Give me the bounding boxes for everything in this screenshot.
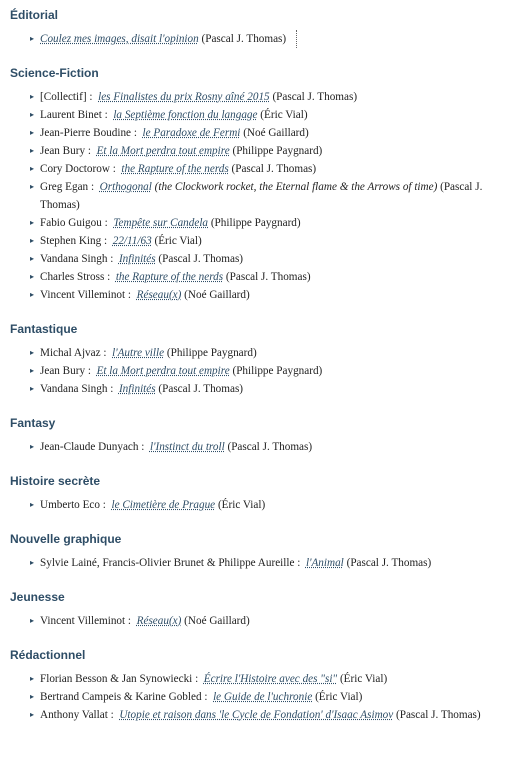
reviewer-credit: (Pascal J. Thomas) bbox=[272, 91, 358, 103]
author-name: Charles Stross : bbox=[40, 271, 111, 283]
review-list bbox=[10, 438, 506, 456]
section-5 bbox=[10, 530, 506, 572]
bullet-arrow-icon: ▸ bbox=[30, 692, 35, 701]
bullet-arrow-icon: ▸ bbox=[30, 366, 35, 375]
section-heading: Éditorial bbox=[10, 8, 59, 22]
review-title-link[interactable]: Tempête sur Candela bbox=[113, 217, 209, 229]
section-2 bbox=[10, 320, 506, 398]
review-title-link[interactable]: l'Autre ville bbox=[112, 347, 165, 359]
section-0 bbox=[10, 6, 506, 48]
reviewer-credit: (Éric Vial) bbox=[339, 673, 388, 685]
author-name: Vincent Villeminot : bbox=[40, 615, 132, 627]
list-item bbox=[30, 380, 506, 398]
list-item bbox=[30, 362, 506, 380]
reviewer-credit: (Éric Vial) bbox=[260, 109, 308, 121]
reviewer-credit: (Pascal J. Thomas) bbox=[225, 271, 311, 283]
bullet-arrow-icon: ▸ bbox=[30, 110, 35, 119]
review-list bbox=[10, 30, 506, 48]
bullet-arrow-icon: ▸ bbox=[30, 348, 35, 357]
section-heading: Rédactionnel bbox=[10, 648, 86, 662]
review-title-link[interactable]: le Cimetière de Prague bbox=[111, 499, 216, 511]
reviewer-credit: (Pascal J. Thomas) bbox=[231, 163, 317, 175]
review-title-link[interactable]: le Guide de l'uchronie bbox=[213, 691, 313, 703]
list-item bbox=[30, 142, 506, 160]
review-title-link[interactable]: l'Instinct du troll bbox=[149, 441, 225, 453]
review-title-link[interactable]: the Rapture of the nerds bbox=[121, 163, 229, 175]
author-name: Anthony Vallat : bbox=[40, 709, 114, 721]
author-name: Vandana Singh : bbox=[40, 383, 114, 395]
bullet-arrow-icon: ▸ bbox=[30, 558, 35, 567]
review-title-link[interactable]: Coulez mes images, disait l'opinion bbox=[40, 33, 199, 45]
bullet-arrow-icon: ▸ bbox=[30, 290, 35, 299]
author-name: Jean Bury : bbox=[40, 365, 91, 377]
author-name: Stephen King : bbox=[40, 235, 108, 247]
reviewer-credit: (Philippe Paygnard) bbox=[232, 145, 323, 157]
section-heading: Science-Fiction bbox=[10, 66, 99, 80]
bullet-arrow-icon: ▸ bbox=[30, 128, 35, 137]
bullet-arrow-icon: ▸ bbox=[30, 384, 35, 393]
review-title-link[interactable]: Réseau(x) bbox=[136, 289, 182, 301]
reviewer-credit: (Philippe Paygnard) bbox=[210, 217, 301, 229]
list-item bbox=[30, 250, 506, 268]
reviewer-credit: (Philippe Paygnard) bbox=[166, 347, 257, 359]
author-name: Umberto Eco : bbox=[40, 499, 106, 511]
list-item bbox=[30, 88, 506, 106]
reviewer-credit: (Noé Gaillard) bbox=[184, 289, 250, 301]
list-item bbox=[30, 178, 500, 214]
bullet-arrow-icon: ▸ bbox=[30, 500, 35, 509]
list-item bbox=[30, 124, 506, 142]
review-title-link[interactable]: Infinités bbox=[118, 253, 156, 265]
review-list bbox=[10, 554, 506, 572]
review-title-link[interactable]: la Septième fonction du langage bbox=[113, 109, 258, 121]
section-1 bbox=[10, 64, 506, 304]
list-item bbox=[30, 286, 506, 304]
author-name: [Collectif] : bbox=[40, 91, 93, 103]
reviewer-credit: (Pascal J. Thomas) bbox=[158, 253, 244, 265]
list-item bbox=[30, 214, 506, 232]
reviewer-credit: (Pascal J. Thomas) bbox=[396, 709, 481, 721]
review-title-link[interactable]: Réseau(x) bbox=[136, 615, 182, 627]
list-item bbox=[30, 232, 506, 250]
author-name: Sylvie Lainé, Francis-Olivier Brunet & Philippe Aureille : bbox=[40, 557, 301, 569]
review-title-link[interactable]: Utopie et raison dans 'le Cycle de Fondation' d'Isaac Asimov bbox=[119, 709, 394, 721]
bullet-arrow-icon: ▸ bbox=[30, 236, 35, 245]
author-name: Laurent Binet : bbox=[40, 109, 108, 121]
bullet-arrow-icon: ▸ bbox=[30, 164, 35, 173]
list-item bbox=[30, 706, 506, 724]
section-heading: Histoire secrète bbox=[10, 474, 101, 488]
reviewer-credit: (Noé Gaillard) bbox=[243, 127, 309, 139]
reviewer-credit: (Noé Gaillard) bbox=[184, 615, 250, 627]
reviewer-credit: (Éric Vial) bbox=[217, 499, 266, 511]
review-list bbox=[10, 88, 506, 304]
bullet-arrow-icon: ▸ bbox=[30, 710, 35, 719]
review-title-link[interactable]: Et la Mort perdra tout empire bbox=[96, 145, 230, 157]
reviewer-credit: (Pascal J. Thomas) bbox=[346, 557, 432, 569]
section-heading: Fantasy bbox=[10, 416, 56, 430]
bullet-arrow-icon: ▸ bbox=[30, 218, 35, 227]
review-title-link[interactable]: the Rapture of the nerds bbox=[115, 271, 224, 283]
list-item bbox=[30, 106, 506, 124]
bullet-arrow-icon: ▸ bbox=[30, 674, 35, 683]
author-name: Florian Besson & Jan Synowiecki : bbox=[40, 673, 199, 685]
section-heading: Nouvelle graphique bbox=[10, 532, 122, 546]
author-name: Jean-Claude Dunyach : bbox=[40, 441, 145, 453]
list-item bbox=[30, 496, 506, 514]
bullet-arrow-icon: ▸ bbox=[30, 616, 35, 625]
author-name: Bertrand Campeis & Karine Gobled : bbox=[40, 691, 208, 703]
review-title-link[interactable]: l'Animal bbox=[305, 557, 344, 569]
reviewer-credit: (Pascal J. Thomas) bbox=[201, 33, 287, 45]
reviewer-credit: (Éric Vial) bbox=[315, 691, 363, 703]
section-heading: Jeunesse bbox=[10, 590, 65, 604]
section-4 bbox=[10, 472, 506, 514]
section-3 bbox=[10, 414, 506, 456]
reviewer-credit: (Éric Vial) bbox=[154, 235, 202, 247]
review-title-link[interactable]: Infinités bbox=[118, 383, 156, 395]
author-name: Cory Doctorow : bbox=[40, 163, 116, 175]
list-item bbox=[30, 160, 506, 178]
bullet-arrow-icon: ▸ bbox=[30, 272, 35, 281]
reviewer-credit: (Pascal J. Thomas) bbox=[158, 383, 244, 395]
review-list bbox=[10, 670, 506, 724]
reviewer-credit: (Pascal J. Thomas) bbox=[40, 181, 483, 211]
review-list bbox=[10, 496, 506, 514]
bullet-arrow-icon: ▸ bbox=[30, 92, 35, 101]
section-heading: Fantastique bbox=[10, 322, 78, 336]
subtitle: (the Clockwork rocket, the Eternal flame & the Arrows of time) bbox=[154, 181, 438, 193]
review-title-link[interactable]: le Paradoxe de Fermi bbox=[142, 127, 241, 139]
author-name: Michal Ajvaz : bbox=[40, 347, 107, 359]
list-item bbox=[30, 438, 506, 456]
review-title-link[interactable]: Écrire l'Histoire avec des "si" bbox=[203, 673, 338, 685]
list-item bbox=[30, 268, 506, 286]
section-7 bbox=[10, 646, 506, 724]
review-title-link[interactable]: les Finalistes du prix Rosny aîné 2015 bbox=[98, 91, 270, 103]
list-item bbox=[30, 688, 506, 706]
author-name: Greg Egan : bbox=[40, 181, 95, 193]
list-item bbox=[30, 344, 506, 362]
author-name: Fabio Guigou : bbox=[40, 217, 108, 229]
reviewer-credit: (Pascal J. Thomas) bbox=[227, 441, 313, 453]
review-title-link[interactable]: 22/11/63 bbox=[112, 235, 152, 247]
list-item bbox=[30, 670, 506, 688]
review-list bbox=[10, 344, 506, 398]
bullet-arrow-icon: ▸ bbox=[30, 254, 35, 263]
author-name: Jean Bury : bbox=[40, 145, 91, 157]
list-item bbox=[30, 554, 506, 572]
author-name: Vandana Singh : bbox=[40, 253, 114, 265]
bullet-arrow-icon: ▸ bbox=[30, 146, 35, 155]
section-6 bbox=[10, 588, 506, 630]
review-list bbox=[10, 612, 506, 630]
bullet-arrow-icon: ▸ bbox=[30, 34, 35, 43]
list-item bbox=[30, 30, 297, 48]
bullet-arrow-icon: ▸ bbox=[30, 182, 35, 191]
review-title-link[interactable]: Et la Mort perdra tout empire bbox=[96, 365, 230, 377]
reviewer-credit: (Philippe Paygnard) bbox=[232, 365, 323, 377]
list-item bbox=[30, 612, 506, 630]
author-name: Jean-Pierre Boudine : bbox=[40, 127, 137, 139]
bullet-arrow-icon: ▸ bbox=[30, 442, 35, 451]
review-title-link[interactable]: Orthogonal bbox=[99, 181, 152, 193]
author-name: Vincent Villeminot : bbox=[40, 289, 132, 301]
